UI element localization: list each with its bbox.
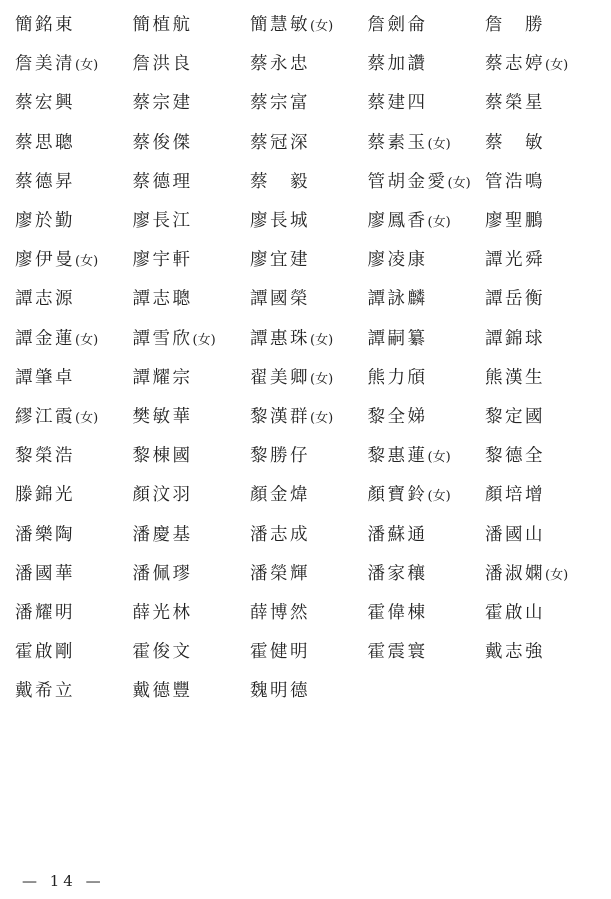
name-entry: 薛博然 [250,602,310,623]
name-entry: 蔡加讚 [367,54,428,75]
name-entry: 蔡宏興 [15,93,75,114]
female-marker: (女) [75,254,99,270]
name-entry: 霍俊文 [132,642,193,663]
name-row [15,43,605,82]
name-entry: 廖凌康 [367,250,428,271]
name-row [15,200,605,239]
name-entry: 潘慶基 [132,524,193,545]
female-marker: (女) [75,332,99,348]
name-entry: 黎德全 [485,446,545,467]
name-entry: 譚詠麟 [367,289,428,310]
name-row [15,318,605,357]
name-entry: 潘志成 [250,524,310,545]
name-row [15,592,605,631]
name-entry: 顏汶羽 [132,485,193,506]
name-entry: 繆江霞(女) [15,406,99,427]
name-entry: 潘家穰 [367,563,428,584]
name-entry: 熊漢生 [485,367,545,388]
name-entry: 譚金蓮(女) [15,328,99,349]
name-entry: 蔡素玉(女) [367,132,451,153]
female-marker: (女) [447,175,471,191]
name-entry: 譚光舜 [485,250,545,271]
name-entry: 譚志聰 [132,289,193,310]
name-entry: 薛光林 [132,602,193,623]
name-entry: 管胡金愛(女) [367,171,471,192]
name-row [15,239,605,278]
female-marker: (女) [310,332,334,348]
name-entry: 蔡永忠 [250,54,310,75]
name-entry: 廖鳳香(女) [367,211,451,232]
name-entry: 熊力頎 [367,367,428,388]
female-marker: (女) [310,410,334,426]
name-entry: 黎全娣 [367,406,428,427]
female-marker: (女) [427,450,451,466]
female-marker: (女) [75,58,99,74]
name-entry: 詹美清(女) [15,54,99,75]
name-entry: 黎漢群(女) [250,406,334,427]
name-entry: 蔡 敏 [485,132,545,153]
name-entry: 譚肇卓 [15,367,75,388]
name-entry: 蔡建四 [367,93,428,114]
name-entry: 潘榮輝 [250,563,310,584]
name-entry: 廖聖鵬 [485,211,545,232]
name-entry: 廖宇軒 [132,250,193,271]
name-entry: 詹洪良 [132,54,193,75]
name-entry: 戴德豐 [132,681,193,702]
name-entry: 黎榮浩 [15,446,75,467]
name-entry: 詹劍侖 [367,15,428,36]
name-entry: 蔡德昇 [15,171,75,192]
name-entry: 蔡宗富 [250,93,310,114]
page-number: — 14 — [22,872,105,890]
female-marker: (女) [427,215,451,231]
name-entry: 霍啟剛 [15,642,75,663]
female-marker: (女) [427,136,451,152]
name-entry: 廖長城 [250,211,310,232]
female-marker: (女) [545,58,569,74]
name-row [15,631,605,670]
name-entry: 蔡思聰 [15,132,75,153]
name-entry: 譚錦球 [485,328,545,349]
name-entry: 簡慧敏(女) [250,15,334,36]
name-entry: 簡銘東 [15,15,75,36]
name-entry: 簡植航 [132,15,193,36]
name-row [15,670,605,709]
name-entry: 蔡宗建 [132,93,193,114]
name-entry: 譚國榮 [250,289,310,310]
name-entry: 潘國華 [15,563,75,584]
female-marker: (女) [192,332,216,348]
female-marker: (女) [310,19,334,35]
name-row [15,161,605,200]
name-entry: 譚耀宗 [132,367,193,388]
female-marker: (女) [310,371,334,387]
name-row [15,513,605,552]
name-entry: 滕錦光 [15,485,75,506]
name-entry: 樊敏華 [132,406,193,427]
female-marker: (女) [75,410,99,426]
name-entry: 顏培增 [485,485,545,506]
name-entry: 魏明德 [250,681,310,702]
female-marker: (女) [427,489,451,505]
name-entry: 潘蘇通 [367,524,428,545]
name-entry: 譚惠珠(女) [250,328,334,349]
name-entry: 管浩鳴 [485,171,545,192]
name-entry: 蔡 毅 [250,171,310,192]
name-row [15,474,605,513]
name-row [15,553,605,592]
name-entry: 蔡榮星 [485,93,545,114]
name-row [15,357,605,396]
name-entry: 黎棟國 [132,446,193,467]
name-row [15,4,605,43]
name-entry: 潘佩璆 [132,563,193,584]
name-entry: 黎定國 [485,406,545,427]
name-row [15,82,605,121]
name-entry: 霍健明 [250,642,310,663]
name-entry: 蔡俊傑 [132,132,193,153]
name-row [15,122,605,161]
name-entry: 譚岳衡 [485,289,545,310]
name-entry: 潘耀明 [15,602,75,623]
name-entry: 潘淑嫻(女) [485,563,569,584]
name-entry: 譚嗣纂 [367,328,428,349]
name-entry: 廖伊曼(女) [15,250,99,271]
name-entry: 譚志源 [15,289,75,310]
name-entry: 黎勝仔 [250,446,310,467]
name-entry: 詹 勝 [485,15,545,36]
name-entry: 廖於勤 [15,211,75,232]
name-entry: 顏金煒 [250,485,310,506]
name-entry: 黎惠蓮(女) [367,446,451,467]
name-entry: 蔡冠深 [250,132,310,153]
name-entry: 蔡志婷(女) [485,54,569,75]
name-row [15,435,605,474]
name-entry: 霍啟山 [485,602,545,623]
female-marker: (女) [545,567,569,583]
name-list [15,4,605,709]
name-entry: 戴希立 [15,681,75,702]
name-entry: 蔡德理 [132,171,193,192]
name-entry: 潘樂陶 [15,524,75,545]
name-row [15,278,605,317]
name-entry: 廖長江 [132,211,193,232]
name-entry: 霍震寰 [367,642,428,663]
name-entry: 翟美卿(女) [250,367,334,388]
name-entry: 戴志強 [485,642,545,663]
name-entry: 霍偉棟 [367,602,428,623]
name-entry: 譚雪欣(女) [132,328,216,349]
name-row [15,396,605,435]
name-entry: 廖宜建 [250,250,310,271]
name-entry: 潘國山 [485,524,545,545]
name-entry: 顏寶鈴(女) [367,485,451,506]
